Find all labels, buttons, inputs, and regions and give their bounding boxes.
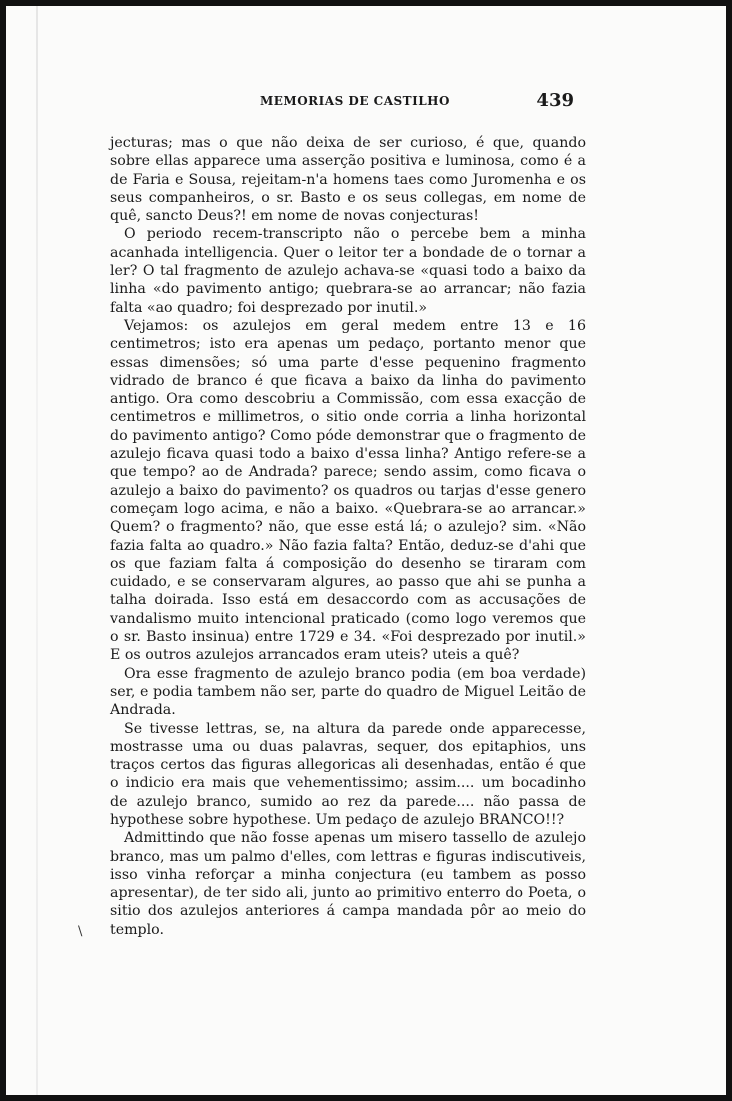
paragraph-4: Ora esse fragmento de azulejo branco podia (em boa verdade) ser, e podia tambem não ser, parte do quadro de Miguel Leitão de Andrada. (110, 665, 586, 719)
page-header (110, 90, 574, 114)
paragraph-5: Se tivesse lettras, se, na altura da parede onde apparecesse, mostrasse uma ou duas palavras, sequer, dos epitaphios, uns traços certos das figuras allegoricas ali desenhadas, então é que o indicio era mais que vehementissimo; assim.... um bocadinho de azulejo branco, sumido ao rez da parede.... não passa de hypothese sobre hypothese. Um pedaço de azulejo BRANCO!!? (110, 720, 586, 828)
margin-pencil-mark: \ (78, 924, 83, 939)
running-title: MEMORIAS DE CASTILHO (260, 94, 450, 108)
paragraph-2: O periodo recem-transcripto não o percebe bem a minha acanhada intelligencia. Quer o leitor ter a bondade de o tornar a ler? O tal fragmento de azulejo achava-se «quasi todo a baixo da linha «do pavimento antigo; quebrara-se ao arrancar; não fazia falta «ao quadro; foi desprezado por inutil.» (110, 226, 586, 316)
scan-gutter-shadow (36, 6, 38, 1095)
paragraph-1: jecturas; mas o que não deixa de ser curioso, é que, quando sobre ellas apparece uma asserção positiva e luminosa, como é a de Faria e Sousa, rejeitam-n'a homens taes como Juromenha e os seus companheiros, o sr. Basto e os seus collegas, em nome de quê, sancto Deus?! em nome de novas conjecturas! (110, 135, 586, 225)
paragraph-3: Vejamos: os azulejos em geral medem entre 13 e 16 centimetros; isto era apenas um pedaço, portanto menor que essas dimensões; só uma parte d'esse pequenino fragmento vidrado de branco é que ficava a baixo da linha do pavimento antigo. Ora como descobriu a Commissão, com essa exacção de centimetros e millimetros, o sitio onde corria a linha horizontal do pavimento antigo? Como póde demonstrar que o fragmento de azulejo ficava quasi todo a baixo d'essa linha? Antigo refere-se a que tempo? ao de Andrada? parece; sendo assim, como ficava o azulejo a baixo do pavimento? os quadros ou tarjas d'esse genero começam logo acima, e não a baixo. «Quebrara-se ao arrancar.» Quem? o fragmento? não, que esse está lá; o azulejo? sim. «Não fazia falta ao quadro.» Não fazia falta? Então, deduz-se d'ahi que os que faziam falta á composição do desenho se tiraram com cuidado, e se conservaram algures, ao passo que ahi se punha a talha doirada. Isso está em desaccordo com as accusações de vandalismo muito intencional praticado (como logo veremos que o sr. Basto insinua) entre 1729 e 34. «Foi desprezado por inutil.» E os outros azulejos arrancados eram uteis? uteis a quê? (110, 317, 586, 664)
page-number: 439 (536, 90, 574, 111)
paragraph-6: Admittindo que não fosse apenas um misero tassello de azulejo branco, mas um palmo d'elles, com lettras e figuras indiscutiveis, isso vinha reforçar a minha conjectura (eu tambem as posso apresentar), de ter sido ali, junto ao primitivo enterro do Poeta, o sitio dos azulejos anteriores á campa mandada pôr ao meio do templo. (110, 830, 586, 938)
body-text (110, 134, 586, 939)
